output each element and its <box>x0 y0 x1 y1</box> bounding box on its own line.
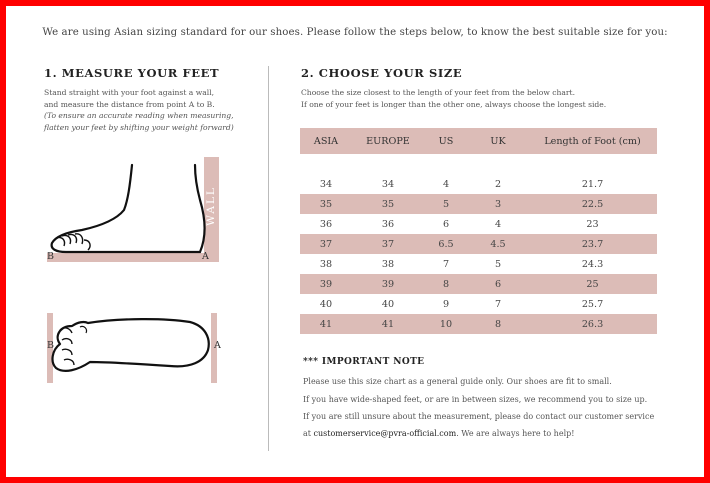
measure-line-2: and measure the distance from point A to B. <box>44 99 215 109</box>
choose-line-2: If one of your feet is longer than the other one, always choose the longest side. <box>301 99 607 109</box>
point-a-label: A <box>202 251 209 262</box>
col-asia: ASIA <box>300 128 352 154</box>
measure-line-3: (To ensure an accurate reading when measuring, <box>44 111 234 120</box>
cell: 21.7 <box>581 178 604 190</box>
cell: 38 <box>319 258 333 270</box>
cell: 9 <box>442 298 450 310</box>
cell: 37 <box>352 234 424 254</box>
cell: 5 <box>424 194 468 214</box>
cell: 24.3 <box>581 258 604 270</box>
note-line-3: If you are still unsure about the measurement, please do contact our customer service <box>303 412 655 421</box>
note-line-4 <box>303 429 574 438</box>
cell: 23.7 <box>528 234 657 254</box>
cell: 8 <box>424 274 468 294</box>
cell: 40 <box>319 298 333 310</box>
table-row <box>300 274 657 294</box>
point-b-label: B <box>47 251 54 262</box>
cell: 7 <box>494 298 502 310</box>
cell: 41 <box>352 314 424 334</box>
cell: 34 <box>319 178 333 190</box>
cell: 2 <box>494 178 502 190</box>
cell: 37 <box>300 234 352 254</box>
choose-line-1: Choose the size closest to the length of your feet from the below chart. <box>301 88 576 97</box>
cell: 6 <box>468 274 528 294</box>
cell: 39 <box>352 274 424 294</box>
cell: 5 <box>494 258 502 270</box>
top-point-b-label: B <box>47 340 54 351</box>
cell: 41 <box>300 314 352 334</box>
col-europe: EUROPE <box>352 128 424 154</box>
cell: 3 <box>468 194 528 214</box>
table-header-row <box>300 128 657 154</box>
table-row <box>300 194 657 214</box>
wall-label: WALL <box>205 186 217 226</box>
cell: 10 <box>424 314 468 334</box>
column-divider <box>268 66 269 451</box>
table-row <box>300 214 657 234</box>
cell: 34 <box>381 178 395 190</box>
top-point-a-label: A <box>214 340 221 351</box>
cell: 4 <box>494 218 502 230</box>
cell: 25.7 <box>581 298 604 310</box>
measure-line-1: Stand straight with your foot against a wall, <box>44 88 215 97</box>
table-row <box>300 174 657 194</box>
measure-heading: 1. MEASURE YOUR FEET <box>44 66 220 80</box>
cell: 35 <box>300 194 352 214</box>
intro-text: We are using Asian sizing standard for our shoes. Please follow the steps below, to know the best suitable size for you: <box>42 27 668 38</box>
cell: 6 <box>442 218 450 230</box>
note-line-2: If you have wide-shaped feet, or are in between sizes, we recommend you to size up. <box>303 395 648 404</box>
col-uk: UK <box>468 128 528 154</box>
cell: 36 <box>319 218 333 230</box>
table-row <box>300 314 657 334</box>
cell: 26.3 <box>528 314 657 334</box>
cell: 4 <box>442 178 450 190</box>
col-length: Length of Foot (cm) <box>528 128 657 154</box>
cell: 7 <box>442 258 450 270</box>
cell: 39 <box>300 274 352 294</box>
cell: 40 <box>381 298 395 310</box>
choose-heading: 2. CHOOSE YOUR SIZE <box>301 66 463 80</box>
cell: 22.5 <box>528 194 657 214</box>
table-row <box>300 254 657 274</box>
note-line-1: Please use this size chart as a general guide only. Our shoes are fit to small. <box>303 377 612 386</box>
cell: 25 <box>528 274 657 294</box>
support-email-link[interactable]: customerservice@pvra-official.com <box>313 429 457 438</box>
cell: 35 <box>352 194 424 214</box>
size-chart-table <box>300 128 657 334</box>
cell: 36 <box>381 218 395 230</box>
col-us: US <box>424 128 468 154</box>
cell: 4.5 <box>468 234 528 254</box>
cell: 6.5 <box>424 234 468 254</box>
note-at-text: at <box>303 429 311 438</box>
cell: 38 <box>381 258 395 270</box>
measure-line-4: flatten your feet by shifting your weight forward) <box>44 122 234 132</box>
cell: 8 <box>468 314 528 334</box>
cell: 23 <box>586 218 599 230</box>
table-row <box>300 294 657 314</box>
important-note-heading: *** IMPORTANT NOTE <box>303 357 425 367</box>
note-suffix-text: . We are always here to help! <box>456 429 575 438</box>
table-row <box>300 234 657 254</box>
